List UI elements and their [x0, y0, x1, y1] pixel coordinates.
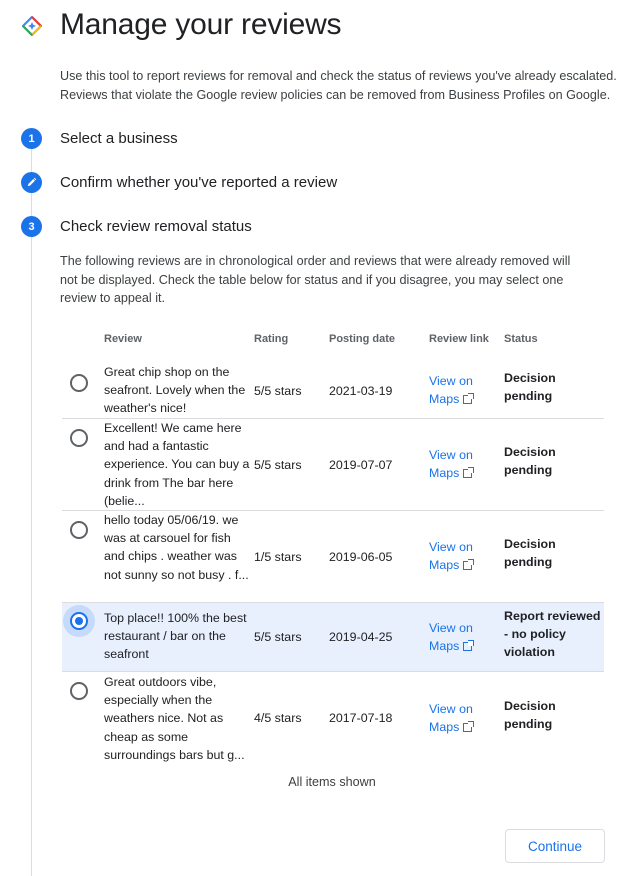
google-business-logo-icon: [22, 16, 42, 36]
external-link-icon: [463, 469, 472, 478]
view-on-maps-label: View on Maps: [429, 621, 473, 654]
review-rating: 5/5 stars: [254, 384, 302, 398]
review-date: 2019-06-05: [329, 550, 393, 564]
view-on-maps-label: View on Maps: [429, 448, 473, 481]
review-status: Decision pending: [504, 537, 556, 570]
view-on-maps-link[interactable]: [429, 446, 499, 483]
review-text: Excellent! We came here and had a fantastic experience. You can buy a drink from The bar here (belie...: [104, 421, 250, 508]
review-status: Decision pending: [504, 445, 556, 478]
review-row[interactable]: [62, 672, 604, 766]
page-title: Manage your reviews: [60, 8, 342, 41]
column-header-review-link: Review link: [429, 333, 489, 345]
step-3-label: Check review removal status: [60, 218, 252, 235]
step-3-description: The following reviews are in chronological order and reviews that were already removed will not be displayed. Check the table below for status and if you disagree, you may select one review to appeal it.: [60, 254, 571, 306]
edit-step-icon[interactable]: [21, 172, 42, 193]
review-rating: 4/5 stars: [254, 711, 302, 725]
column-header-rating: Rating: [254, 333, 289, 345]
continue-button[interactable]: Continue: [505, 829, 605, 863]
review-rating: 5/5 stars: [254, 630, 302, 644]
review-rating: 5/5 stars: [254, 458, 302, 472]
step-1-marker: 1: [21, 128, 42, 149]
view-on-maps-link[interactable]: [429, 372, 499, 409]
view-on-maps-link[interactable]: [429, 700, 499, 737]
column-header-status: Status: [504, 333, 538, 345]
review-text: Top place!! 100% the best restaurant / bar on the seafront: [104, 611, 247, 662]
stepper-line: [31, 148, 32, 876]
review-status: Decision pending: [504, 371, 556, 404]
review-radio[interactable]: [70, 429, 88, 447]
review-row[interactable]: [62, 357, 604, 419]
step-2-label[interactable]: Confirm whether you've reported a review: [60, 174, 338, 191]
review-text: Great outdoors vibe, especially when the weathers nice. Not as cheap as some surroundings bars but g...: [104, 675, 245, 762]
external-link-icon: [463, 723, 472, 732]
intro-text: Use this tool to report reviews for removal and check the status of reviews you've already escalated. Reviews that violate the Google review policies can be removed from Business Profiles on Google.: [60, 69, 617, 102]
review-row-selected[interactable]: [62, 603, 604, 672]
review-status: Report reviewed - no policy violation: [504, 609, 601, 660]
review-row[interactable]: [62, 511, 604, 603]
view-on-maps-label: View on Maps: [429, 540, 473, 573]
review-text: hello today 05/06/19. we was at carsouel for fish and chips . weather was not sunny so not busy . f...: [104, 513, 249, 582]
review-date: 2021-03-19: [329, 384, 393, 398]
view-on-maps-label: View on Maps: [429, 702, 473, 735]
review-radio[interactable]: [70, 521, 88, 539]
column-header-posting-date: Posting date: [329, 333, 396, 345]
review-radio[interactable]: [70, 374, 88, 392]
review-radio-selected[interactable]: [70, 612, 88, 630]
step-1-label[interactable]: Select a business: [60, 130, 178, 147]
column-header-review: Review: [104, 333, 142, 345]
review-radio[interactable]: [70, 682, 88, 700]
review-date: 2017-07-18: [329, 711, 393, 725]
review-date: 2019-07-07: [329, 458, 393, 472]
external-link-icon: [463, 642, 472, 651]
review-text: Great chip shop on the seafront. Lovely when the weather's nice!: [104, 365, 246, 416]
all-items-shown-note: All items shown: [288, 775, 376, 789]
review-status: Decision pending: [504, 699, 556, 732]
external-link-icon: [463, 395, 472, 404]
external-link-icon: [463, 561, 472, 570]
view-on-maps-label: View on Maps: [429, 374, 473, 407]
review-row[interactable]: [62, 419, 604, 511]
step-3-marker: 3: [21, 216, 42, 237]
review-date: 2019-04-25: [329, 630, 393, 644]
view-on-maps-link[interactable]: [429, 619, 499, 656]
review-rating: 1/5 stars: [254, 550, 302, 564]
view-on-maps-link[interactable]: [429, 538, 499, 575]
